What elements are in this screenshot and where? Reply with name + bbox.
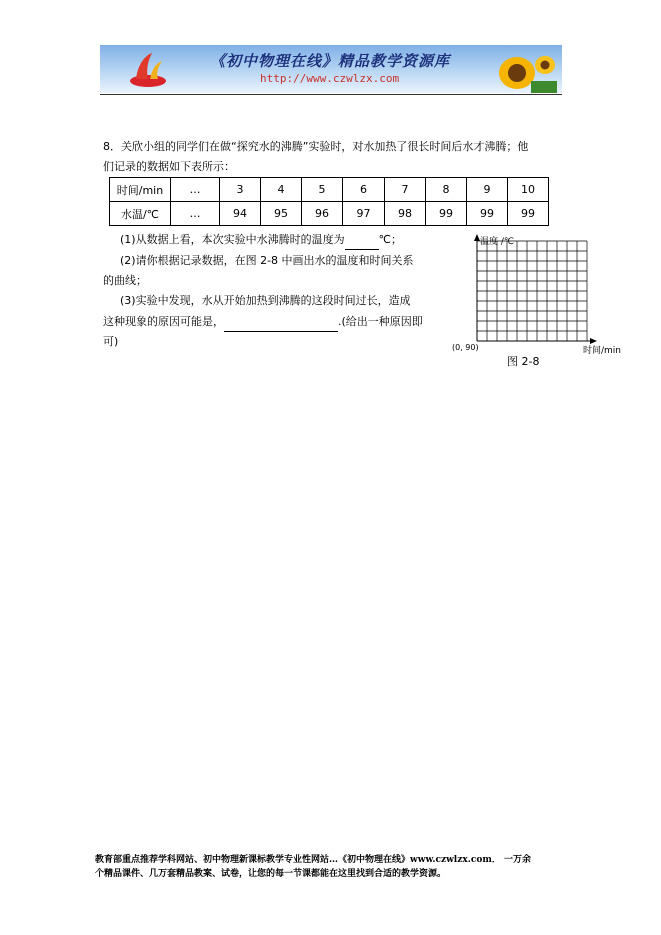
- y-axis-label: 温度 /℃: [480, 237, 515, 247]
- table-cell: 96: [302, 202, 343, 226]
- part1-before: (1)从数据上看，本次实验中水沸腾时的温度为: [120, 233, 345, 246]
- table-cell: 6: [343, 178, 385, 202]
- data-table: [109, 177, 549, 226]
- part2-line2: 的曲线；: [103, 274, 147, 287]
- table-cell: 99: [467, 202, 508, 226]
- table-cell: 99: [426, 202, 467, 226]
- table-cell: 10: [508, 178, 549, 202]
- x-axis-label: 时间/min: [583, 346, 622, 356]
- part3-answer-blank[interactable]: [224, 319, 338, 332]
- sunflower-icon: [495, 51, 557, 93]
- part3-line2: [103, 312, 423, 332]
- origin-label: (0, 90): [452, 343, 479, 352]
- table-cell: 98: [385, 202, 426, 226]
- banner-title: 《初中物理在线》精品教学资源库: [210, 52, 451, 70]
- banner-url[interactable]: http://www.czwlzx.com: [260, 72, 400, 85]
- part3-before: 这种现象的原因可能是，: [103, 315, 224, 328]
- part2-line1: (2)请你根据记录数据，在图 2-8 中画出水的温度和时间关系: [120, 254, 414, 267]
- grid-lines: [477, 241, 587, 341]
- table-cell: 94: [220, 202, 261, 226]
- part3-line3: 可): [103, 335, 119, 348]
- part3-line1: (3)实验中发现，水从开始加热到沸腾的这段时间过长，造成: [120, 294, 411, 307]
- part1-text: [120, 230, 402, 250]
- table-cell: 97: [343, 202, 385, 226]
- table-row-label: 时间/min: [110, 178, 171, 202]
- table-cell: 5: [302, 178, 343, 202]
- figure-grid: [447, 232, 637, 372]
- page-footer: [95, 853, 575, 881]
- footer-line2: 个精品课件、几万套精品教案、试卷，让您的每一节课都能在这里找到合适的教学资源。: [95, 869, 447, 879]
- table-cell: …: [171, 178, 220, 202]
- table-cell: 8: [426, 178, 467, 202]
- footer-line1: 教育部重点推荐学科网站、初中物理新课标教学专业性网站…《初中物理在线》www.czwlzx.com． 一万余: [95, 855, 531, 865]
- table-cell: 4: [261, 178, 302, 202]
- table-cell: 7: [385, 178, 426, 202]
- part3-after: .(给出一种原因即: [338, 315, 423, 328]
- question-intro-line1: 8．关欣小组的同学们在做“探究水的沸腾”实验时，对水加热了很长时间后水才沸腾；他: [103, 140, 529, 153]
- part1-after: ℃；: [378, 233, 402, 246]
- header-rule: [100, 94, 562, 95]
- table-cell: 99: [508, 202, 549, 226]
- header-banner: [100, 45, 562, 93]
- table-row-time: [110, 178, 549, 202]
- table-row-label: 水温/℃: [110, 202, 171, 226]
- table-cell: 3: [220, 178, 261, 202]
- question-intro-line2: 们记录的数据如下表所示：: [103, 160, 235, 173]
- table-row-temp: [110, 202, 549, 226]
- part1-answer-blank[interactable]: [345, 237, 379, 250]
- table-cell: …: [171, 202, 220, 226]
- site-logo-icon: [128, 51, 168, 89]
- x-axis-arrow-icon: [590, 338, 597, 344]
- table-cell: 9: [467, 178, 508, 202]
- figure-caption: 图 2-8: [507, 355, 540, 368]
- table-cell: 95: [261, 202, 302, 226]
